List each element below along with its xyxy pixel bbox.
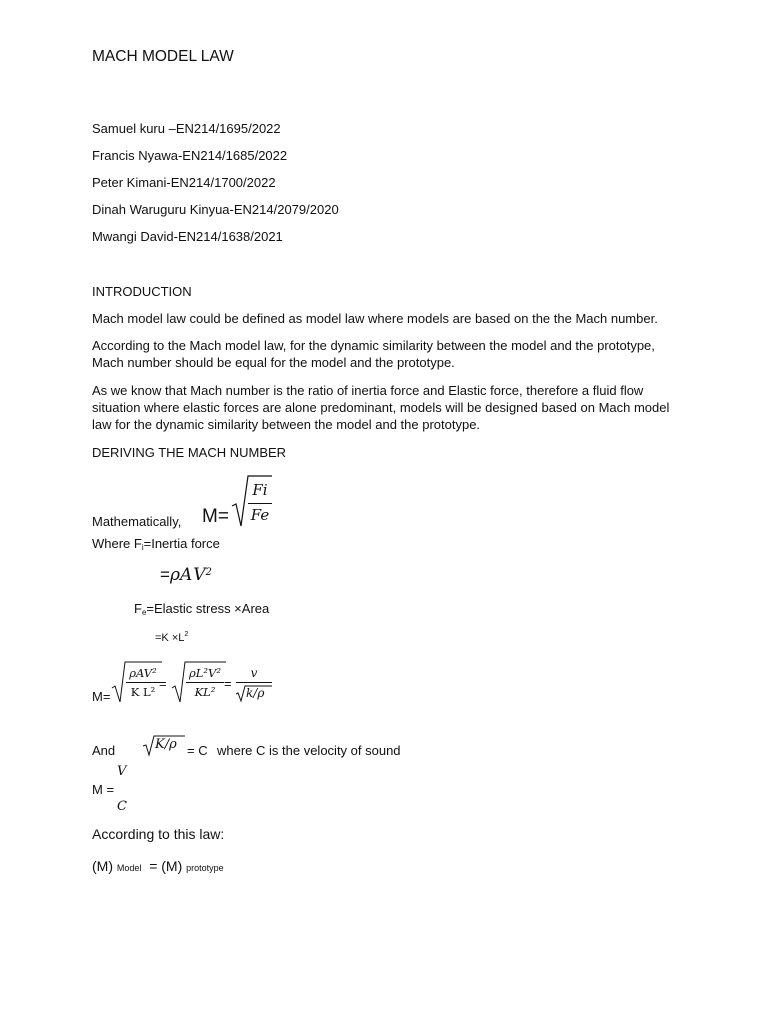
elastic-force-definition bbox=[134, 600, 269, 621]
def-subscript: e bbox=[141, 608, 147, 617]
exponent: 2 bbox=[205, 567, 212, 578]
formula-text: =K ×L bbox=[155, 632, 185, 644]
equals-sign: = bbox=[160, 565, 170, 584]
area-symbol: A bbox=[179, 565, 194, 585]
mach-equation-lhs: M= bbox=[92, 689, 111, 704]
prototype-subscript: prototype bbox=[186, 863, 224, 873]
fraction-bar bbox=[126, 682, 160, 683]
author-line: Dinah Waruguru Kinyua-EN214/2079/2020 bbox=[92, 202, 339, 217]
def-prefix: Where F bbox=[92, 536, 142, 551]
velocity-description: where C is the velocity of sound bbox=[217, 743, 401, 758]
fraction-denominator: Fe bbox=[250, 506, 270, 524]
fraction-bar bbox=[236, 682, 272, 683]
fraction-bar bbox=[186, 682, 224, 683]
rho-symbol: ρ bbox=[169, 565, 180, 585]
def-subscript: i bbox=[141, 543, 144, 552]
inertia-force-formula bbox=[160, 565, 212, 585]
paragraph: As we know that Mach number is the ratio of inertia force and Elastic force, therefore a fluid flow situation where elastic forces are alone predominant, models will be designed based on Mach model law for the dynamic similarity between the model and the prototype. bbox=[92, 383, 670, 432]
fraction-bar bbox=[248, 503, 272, 504]
law-statement: According to this law: bbox=[92, 826, 225, 842]
author-line: Mwangi David-EN214/1638/2021 bbox=[92, 229, 283, 244]
elastic-force-formula bbox=[155, 631, 188, 644]
prototype-mach: (M) bbox=[161, 858, 183, 874]
fraction-denominator: KL² bbox=[194, 685, 216, 699]
equals-sign: = bbox=[149, 858, 158, 874]
def-suffix: =Elastic stress ×Area bbox=[146, 601, 270, 616]
fraction-denominator: C bbox=[117, 799, 127, 814]
equals-sign: = bbox=[159, 676, 167, 691]
and-label: And bbox=[92, 743, 116, 758]
def-suffix: =Inertia force bbox=[143, 536, 220, 551]
model-subscript: Model bbox=[116, 863, 142, 873]
mach-equation-lhs: M = bbox=[92, 782, 115, 797]
introduction-heading: INTRODUCTION bbox=[92, 284, 192, 299]
def-prefix: F bbox=[134, 601, 142, 616]
fraction-denominator: k/ρ bbox=[246, 686, 265, 700]
exponent: 2 bbox=[184, 631, 189, 638]
document-title: MACH MODEL LAW bbox=[92, 48, 234, 65]
equals-sign: = bbox=[224, 676, 232, 691]
paragraph: According to the Mach model law, for the dynamic similarity between the model and the prototype, Mach number should be equal for the model and the prototype. bbox=[92, 338, 655, 370]
inertia-force-definition bbox=[92, 535, 220, 556]
fraction-numerator: ρL²V² bbox=[189, 666, 221, 680]
deriving-heading: DERIVING THE MACH NUMBER bbox=[92, 445, 287, 460]
fraction-denominator: K L² bbox=[130, 685, 156, 699]
law-equation bbox=[92, 858, 224, 874]
mach-symbol: M= bbox=[202, 506, 229, 527]
paragraph: Mach model law could be defined as model law where models are based on the the Mach number. bbox=[92, 311, 658, 326]
equals-c: = C bbox=[187, 743, 208, 758]
fraction-numerator: ρAV² bbox=[129, 666, 157, 680]
velocity-symbol: V bbox=[193, 565, 206, 585]
author-line: Francis Nyawa-EN214/1685/2022 bbox=[92, 148, 288, 163]
model-mach: (M) bbox=[92, 858, 113, 874]
fraction-numerator: Fi bbox=[252, 481, 268, 499]
fraction-numerator: v bbox=[250, 666, 258, 680]
author-line: Peter Kimani-EN214/1700/2022 bbox=[92, 175, 276, 190]
fraction-numerator: V bbox=[117, 764, 127, 779]
author-line: Samuel kuru –EN214/1695/2022 bbox=[92, 121, 281, 136]
radicand: K/ρ bbox=[155, 737, 177, 752]
mathematically-label: Mathematically, bbox=[92, 514, 182, 529]
